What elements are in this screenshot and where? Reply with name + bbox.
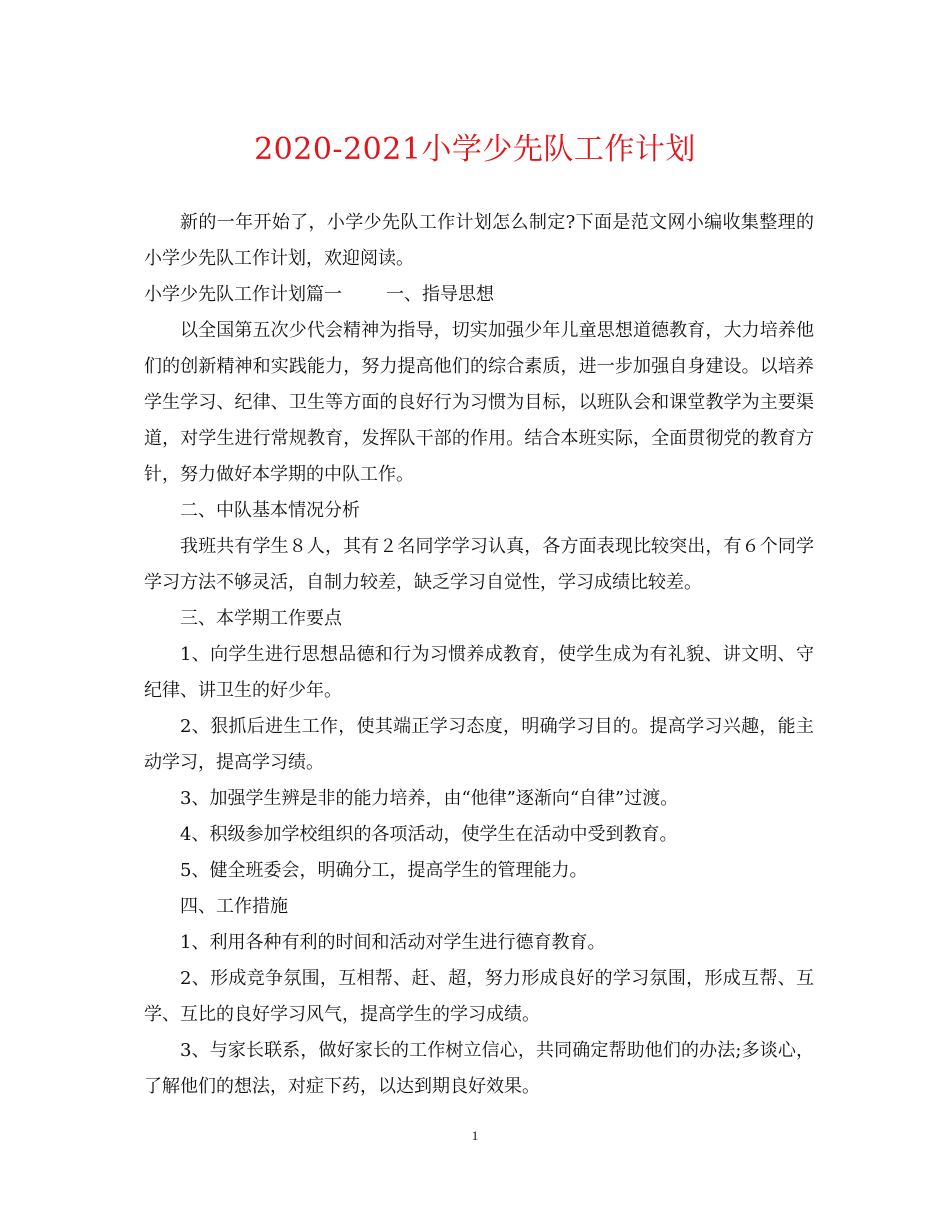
chapter-label: 小学少先队工作计划篇一 bbox=[144, 284, 342, 305]
section3-item: 3、加强学生辨是非的能力培养，由“他律”逐渐向“自律”过渡。 bbox=[180, 788, 679, 809]
section1-heading: 一、指导思想 bbox=[386, 284, 494, 305]
document-body bbox=[144, 205, 814, 1105]
section4-heading: 四、工作措施 bbox=[180, 896, 288, 917]
section2-heading: 二、中队基本情况分析 bbox=[180, 500, 360, 521]
intro-paragraph: 新的一年开始了，小学少先队工作计划怎么制定?下面是范文网小编收集整理的小学少先队工作计划，欢迎阅读。 bbox=[144, 212, 814, 269]
section4-item: 3、与家长联系，做好家长的工作树立信心，共同确定帮助他们的办法;多谈心，了解他们的想法，对症下药，以达到期良好效果。 bbox=[144, 1040, 814, 1097]
chapter-heading-line bbox=[144, 277, 814, 313]
section4-item: 1、利用各种有利的时间和活动对学生进行德育教育。 bbox=[180, 932, 606, 953]
section3-item: 2、狠抓后进生工作，使其端正学习态度，明确学习目的。提高学习兴趣，能主动学习，提高学习绩。 bbox=[144, 716, 814, 773]
section2-paragraph: 我班共有学生８人，其有２名同学学习认真，各方面表现比较突出，有６个同学学习方法不够灵活，自制力较差，缺乏学习自觉性，学习成绩比较差。 bbox=[144, 536, 814, 593]
section3-item: 4、积级参加学校组织的各项活动，使学生在活动中受到教育。 bbox=[180, 824, 678, 845]
section4-item: 2、形成竞争氛围，互相帮、赶、超，努力形成良好的学习氛围，形成互帮、互学、互比的良好学习风气，提高学生的学习成绩。 bbox=[144, 968, 814, 1025]
section3-heading: 三、本学期工作要点 bbox=[180, 608, 342, 629]
page-number: 1 bbox=[471, 1128, 479, 1143]
section3-item: 5、健全班委会，明确分工，提高学生的管理能力。 bbox=[180, 860, 588, 881]
section1-paragraph: 以全国第五次少代会精神为指导，切实加强少年儿童思想道德教育，大力培养他们的创新精神和实践能力，努力提高他们的综合素质，进一步加强自身建设。以培养学生学习、纪律、卫生等方面的良好行为习惯为目标，以班队会和课堂教学为主要渠道，对学生进行常规教育，发挥队干部的作用。结合本班实际，全面贯彻党的教育方针，努力做好本学期的中队工作。 bbox=[144, 320, 814, 485]
document-title: 2020-2021小学少先队工作计划 bbox=[254, 132, 696, 167]
section3-item: 1、向学生进行思想品德和行为习惯养成教育，使学生成为有礼貌、讲文明、守纪律、讲卫生的好少年。 bbox=[144, 644, 814, 701]
